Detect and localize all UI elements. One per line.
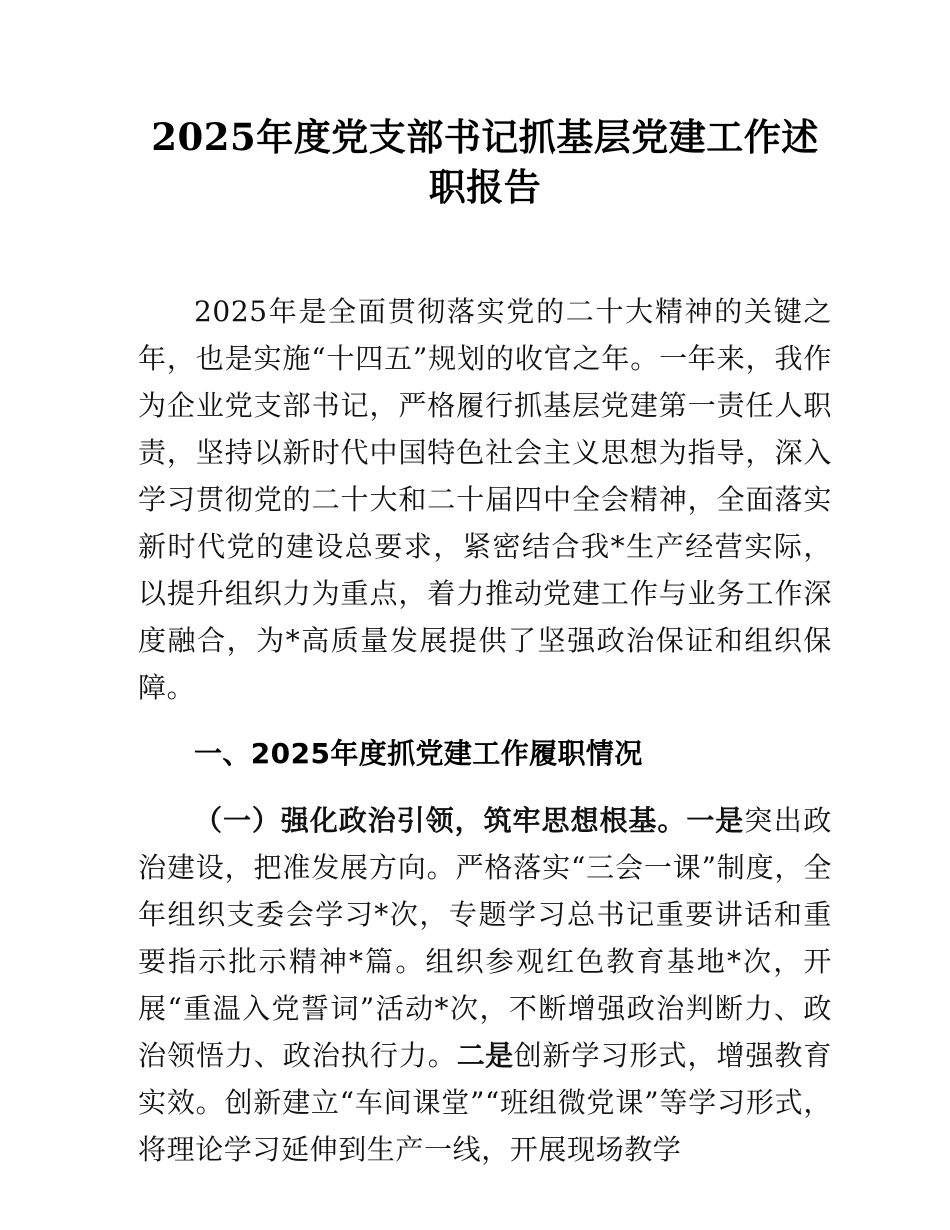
point-two-text: 创新学习形式，增强教育实效。创新建立“车间课堂”“班组微党课”等学习形式，将理论学习延伸到生产一线，开展现场教学 — [138, 1039, 832, 1166]
subsection-lead-label: （一）强化政治引领，筑牢思想根基。 — [194, 804, 687, 837]
document-content — [138, 0, 832, 1173]
point-one-marker: 一是 — [686, 804, 745, 837]
section-heading-one: 一、2025年度抓党建工作履职情况 — [194, 737, 643, 770]
point-one-text: 突出政治建设，把准发展方向。严格落实“三会一课”制度，全年组织支委会学习*次，专题学习总书记重要讲话和重要指示批示精神*篇。组织参观红色教育基地*次，开展“重温入党誓词”活动*次，不断增强政治判断力、政治领悟力、政治执行力。 — [138, 804, 832, 1072]
point-two-marker: 二是 — [456, 1039, 514, 1072]
subsection-paragraph-one — [138, 777, 832, 1173]
intro-paragraph: 2025年是全面贯彻落实党的二十大精神的关键之年，也是实施“十四五”规划的收官之年。一年来，我作为企业党支部书记，严格履行抓基层党建第一责任人职责，坚持以新时代中国特色社会主义思想为指导，深入学习贯彻党的二十大和二十届四中全会精神，全面落实新时代党的建设总要求，紧密结合我*生产经营实际，以提升组织力为重点，着力推动党建工作与业务工作深度融合，为*高质量发展提供了坚强政治保证和组织保障。 — [138, 295, 832, 704]
page-title: 2025年度党支部书记抓基层党建工作述职报告 — [151, 115, 819, 209]
